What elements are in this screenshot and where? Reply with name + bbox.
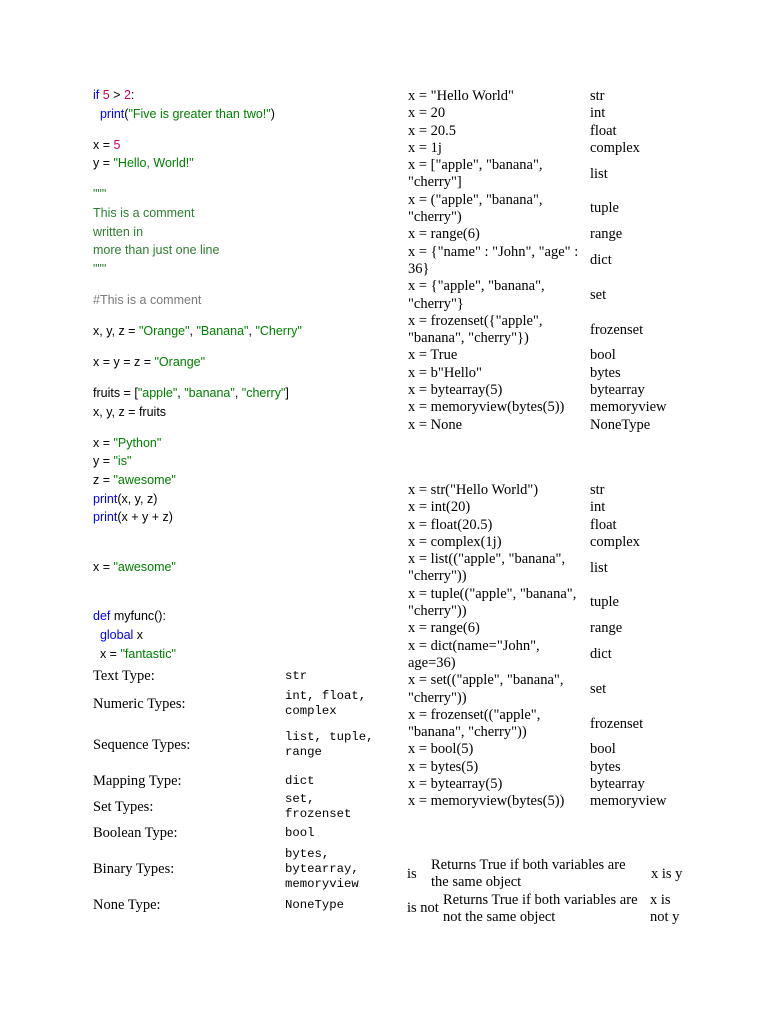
example-row <box>408 417 690 434</box>
code-line <box>93 185 393 204</box>
example-row <box>408 382 690 399</box>
example-type: float <box>590 516 617 533</box>
type-category-value: bool <box>285 825 315 840</box>
code-token: "Five is greater than two!" <box>128 106 271 121</box>
code-line <box>93 136 393 155</box>
example-code: x = {"apple", "banana", "cherry"} <box>408 278 545 312</box>
example-row <box>408 499 690 516</box>
code-line <box>93 204 393 223</box>
code-token: (x, y, z) <box>117 491 158 506</box>
example-type: complex <box>590 139 640 156</box>
code-token: x, y, z = fruits <box>93 404 167 419</box>
code-token: if <box>93 88 103 102</box>
code-token: print <box>99 106 125 121</box>
type-category-value: str <box>285 669 308 683</box>
code-token: """ <box>93 261 107 276</box>
example-row <box>408 278 690 313</box>
type-category-value: list, tuple, range <box>285 730 374 759</box>
example-type: dict <box>590 252 612 269</box>
example-row <box>408 517 690 534</box>
code-line <box>93 353 393 372</box>
literal-examples-table <box>408 88 690 434</box>
example-code: x = int(20) <box>408 499 471 516</box>
code-token: ] <box>285 386 289 401</box>
example-code: x = frozenset(("apple", "banana", "cherry")) <box>408 706 541 741</box>
example-code: x = ("apple", "banana", "cherry") <box>408 191 543 226</box>
code-token: x = <box>93 435 114 450</box>
example-row <box>408 534 690 551</box>
type-category-label: Mapping Type: <box>93 772 182 789</box>
code-line <box>93 260 393 279</box>
type-row <box>93 689 385 719</box>
code-token: x, y, z = <box>93 323 139 338</box>
example-type: bytes <box>590 364 621 381</box>
example-row <box>408 192 690 227</box>
example-row <box>408 793 690 810</box>
code-token: global <box>99 627 137 642</box>
example-type: memoryview <box>590 399 667 416</box>
example-code: x = bytes(5) <box>408 758 479 775</box>
example-type: range <box>590 620 623 637</box>
code-line <box>93 384 393 403</box>
code-token: "awesome" <box>113 559 176 574</box>
example-row <box>408 123 690 140</box>
type-row <box>93 895 385 915</box>
code-line <box>93 508 393 527</box>
operator-example: x is not y <box>650 891 680 925</box>
code-token: x = <box>93 646 121 661</box>
example-type: bytearray <box>590 382 645 399</box>
example-code: x = 20 <box>408 105 446 122</box>
code-token: "Cherry" <box>255 323 302 338</box>
example-row <box>408 586 690 621</box>
example-row <box>408 620 690 637</box>
example-type: bytearray <box>590 776 645 793</box>
example-type: int <box>590 499 606 516</box>
example-code: x = "Hello World" <box>408 88 514 104</box>
type-row <box>93 719 385 771</box>
example-type: complex <box>590 533 640 550</box>
code-line <box>93 558 393 577</box>
code-token: , <box>248 323 256 338</box>
code-line <box>93 645 393 664</box>
code-token: """ <box>93 187 107 202</box>
example-row <box>408 482 690 499</box>
code-token: "Hello, World!" <box>113 156 194 171</box>
example-type: bool <box>590 741 616 758</box>
example-type: str <box>590 482 605 498</box>
example-code: x = dict(name="John", age=36) <box>408 637 540 671</box>
code-token: "cherry" <box>241 386 286 401</box>
code-token: print <box>93 491 118 506</box>
code-token: "Orange" <box>138 323 190 338</box>
code-line <box>93 434 393 453</box>
example-row <box>408 226 690 243</box>
example-code: x = complex(1j) <box>408 533 502 550</box>
example-type: int <box>590 105 606 122</box>
type-category-label: Text Type: <box>93 668 155 684</box>
example-code: x = True <box>408 347 458 364</box>
operator-row <box>407 857 689 892</box>
example-type: bool <box>590 347 616 364</box>
code-token: "Orange" <box>154 355 206 370</box>
type-row <box>93 843 385 895</box>
code-token: 5 <box>113 137 121 152</box>
code-token: def <box>93 609 114 624</box>
example-row <box>408 638 690 673</box>
example-code: x = str("Hello World") <box>408 482 539 498</box>
example-code: x = range(6) <box>408 620 480 637</box>
example-type: str <box>590 88 605 104</box>
example-code: x = list(("apple", "banana", "cherry")) <box>408 551 566 585</box>
code-line <box>93 626 393 645</box>
example-row <box>408 347 690 364</box>
type-category-value: bytes, bytearray, memoryview <box>285 846 359 891</box>
code-token: : <box>130 88 135 102</box>
operator-example: x is y <box>651 865 683 882</box>
code-token: #This is a comment <box>93 292 202 307</box>
example-row <box>408 741 690 758</box>
example-type: set <box>590 680 607 697</box>
example-type: bytes <box>590 758 621 775</box>
type-row <box>93 771 385 791</box>
code-line <box>93 490 393 509</box>
type-row <box>93 664 385 689</box>
operator-name: is not <box>407 900 439 917</box>
code-line <box>93 471 393 490</box>
example-code: x = ["apple", "banana", "cherry"] <box>408 157 543 191</box>
example-type: dict <box>590 646 612 663</box>
identity-operators-table <box>407 857 690 926</box>
type-category-value: set, frozenset <box>285 792 352 821</box>
operator-row-wrapper <box>407 857 690 892</box>
code-token: "Banana" <box>196 323 249 338</box>
example-type: list <box>590 559 608 576</box>
example-row <box>408 313 690 348</box>
example-code: x = memoryview(bytes(5)) <box>408 399 565 416</box>
type-category-label: Boolean Type: <box>93 824 178 841</box>
code-token: 5 <box>102 88 110 102</box>
example-row <box>408 105 690 122</box>
code-line <box>93 105 393 124</box>
code-token: 2 <box>123 88 131 102</box>
operator-description: Returns True if both variables are not the same object <box>443 891 638 925</box>
code-token: (x + y + z) <box>117 510 173 525</box>
code-token: "is" <box>113 454 132 469</box>
code-line <box>93 322 393 341</box>
code-token: , <box>234 386 242 401</box>
example-type: frozenset <box>590 715 644 732</box>
example-row <box>408 88 690 105</box>
example-type: float <box>590 122 617 139</box>
python-code-block <box>93 86 393 663</box>
code-token <box>93 628 100 642</box>
example-type: range <box>590 226 623 243</box>
code-token: "banana" <box>184 386 235 401</box>
example-type: frozenset <box>590 321 644 338</box>
constructor-examples-table <box>408 482 690 811</box>
type-category-label: None Type: <box>93 896 161 913</box>
type-category-label: Set Types: <box>93 798 154 815</box>
type-category-value: dict <box>285 773 315 788</box>
code-token: "Python" <box>113 435 162 450</box>
code-token: written in <box>93 224 144 239</box>
example-code: x = range(6) <box>408 226 480 243</box>
code-token: ) <box>270 106 275 121</box>
code-line <box>93 452 393 471</box>
code-token: y = <box>93 156 114 171</box>
built-in-types-table <box>93 664 385 915</box>
code-token: "apple" <box>137 386 178 401</box>
example-row <box>408 672 690 707</box>
example-code: x = float(20.5) <box>408 516 493 533</box>
code-token: print <box>93 510 118 525</box>
code-token: x <box>136 627 144 642</box>
example-type: tuple <box>590 594 619 611</box>
example-code: x = b"Hello" <box>408 364 482 381</box>
example-row <box>408 759 690 776</box>
example-row <box>408 776 690 793</box>
code-token: more than just one line <box>93 243 220 258</box>
example-type: memoryview <box>590 793 667 810</box>
example-code: x = set(("apple", "banana", "cherry")) <box>408 672 564 706</box>
code-token: , <box>177 386 185 401</box>
operator-row-wrapper <box>407 892 690 927</box>
code-token <box>93 107 100 121</box>
example-code: x = bytearray(5) <box>408 776 503 793</box>
example-code: x = None <box>408 416 463 433</box>
example-row <box>408 707 690 742</box>
code-token: myfunc(): <box>113 609 166 624</box>
example-type: list <box>590 165 608 182</box>
code-token: "fantastic" <box>120 646 176 661</box>
example-row <box>408 365 690 382</box>
code-token: ( <box>124 106 129 121</box>
operator-description: Returns True if both variables are the same object <box>431 857 626 891</box>
code-line <box>93 607 393 626</box>
code-line <box>93 241 393 260</box>
code-token: "awesome" <box>113 473 176 487</box>
example-type: tuple <box>590 200 619 217</box>
code-token: z = <box>93 473 114 487</box>
example-row <box>408 399 690 416</box>
code-token: , <box>189 323 197 338</box>
example-code: x = bytearray(5) <box>408 382 503 399</box>
code-line <box>93 403 393 422</box>
code-token: x = y = z = <box>93 355 155 370</box>
code-token: x = <box>93 137 114 152</box>
code-token: > <box>109 88 124 102</box>
operator-row <box>407 892 690 927</box>
example-code: x = bool(5) <box>408 741 474 758</box>
example-code: x = {"name" : "John", "age" : 36} <box>408 243 579 277</box>
type-row <box>93 791 385 823</box>
code-line <box>93 154 393 173</box>
type-category-label: Numeric Types: <box>93 695 186 712</box>
example-code: x = frozenset({"apple", "banana", "cherry"}) <box>408 312 543 347</box>
example-row <box>408 244 690 279</box>
type-category-label: Sequence Types: <box>93 736 191 753</box>
operator-name: is <box>407 865 417 882</box>
code-token: x = <box>93 559 114 574</box>
example-code: x = tuple(("apple", "banana", "cherry")) <box>408 585 577 620</box>
example-row <box>408 140 690 157</box>
type-category-value: NoneType <box>285 897 345 912</box>
type-category-value: int, float, complex <box>285 689 367 718</box>
example-row <box>408 157 690 192</box>
code-line <box>93 291 393 310</box>
type-row <box>93 823 385 843</box>
code-token: y = <box>93 454 114 469</box>
code-token: fruits = [ <box>93 386 138 401</box>
type-category-label: Binary Types: <box>93 860 175 877</box>
example-type: NoneType <box>590 416 651 433</box>
example-code: x = 1j <box>408 139 442 156</box>
code-line <box>93 223 393 242</box>
code-token: This is a comment <box>93 205 195 220</box>
example-code: x = memoryview(bytes(5)) <box>408 793 565 810</box>
example-row <box>408 551 690 586</box>
example-type: set <box>590 286 607 303</box>
example-code: x = 20.5 <box>408 122 457 139</box>
code-line <box>93 86 393 105</box>
